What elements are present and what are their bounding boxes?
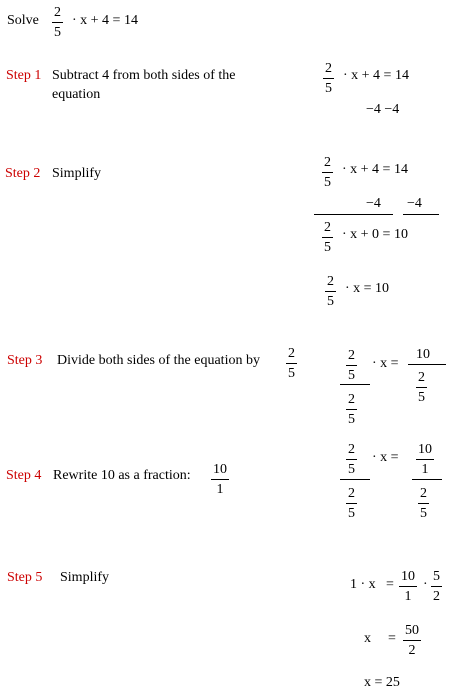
step1-label: Step 1 bbox=[6, 68, 42, 83]
step2-subtract-right: −4 bbox=[407, 196, 422, 211]
step4-left-bottom-fraction: 2 5 bbox=[348, 486, 355, 521]
step2-fraction-row1: 2 5 bbox=[324, 155, 331, 190]
step2-equation-row4: · x = 10 bbox=[345, 281, 390, 296]
step2-fraction-row4: 2 5 bbox=[327, 274, 334, 309]
step3-left-top-fraction: 2 5 bbox=[348, 348, 355, 383]
step1-text-line1: Subtract 4 from both sides of the bbox=[52, 68, 236, 83]
step2-fraction-row3: 2 5 bbox=[324, 220, 331, 255]
step1-text-line2: equation bbox=[52, 87, 101, 102]
step4-left-top-fraction: 2 5 bbox=[348, 442, 355, 477]
step4-rewrite-fraction: 10 1 bbox=[213, 462, 227, 497]
step4-left-main-bar bbox=[340, 479, 370, 480]
step2-sum-line-right bbox=[403, 214, 439, 215]
problem-expression: · x + 4 = 14 bbox=[72, 13, 138, 28]
step2-sum-line-left bbox=[314, 214, 393, 215]
step3-text: Divide both sides of the equation by bbox=[57, 353, 260, 368]
step5-text: Simplify bbox=[60, 570, 110, 585]
step5-row1-fraction1: 10 1 bbox=[401, 569, 415, 604]
step3-left-main-bar bbox=[340, 384, 370, 385]
step5-row2-fraction: 50 2 bbox=[405, 623, 419, 658]
step4-middle: · x = bbox=[372, 450, 399, 465]
problem-label: Solve bbox=[7, 13, 39, 28]
step4-right-top-fraction: 10 1 bbox=[418, 442, 432, 477]
step1-equation: · x + 4 = 14 bbox=[343, 68, 409, 83]
step1-subtract-row: −4 −4 bbox=[366, 102, 400, 117]
problem-fraction: 2 5 bbox=[54, 5, 61, 40]
step3-middle: · x = bbox=[372, 356, 399, 371]
step4-right-bottom-fraction: 2 5 bbox=[420, 486, 427, 521]
step5-row1-equals: = bbox=[386, 577, 394, 592]
step3-right-top: 10 bbox=[416, 347, 430, 362]
step2-text: Simplify bbox=[52, 166, 102, 181]
step5-label: Step 5 bbox=[7, 570, 43, 585]
step5-row1-dot: · bbox=[423, 577, 428, 592]
step5-row1-left: 1 · x bbox=[350, 577, 376, 592]
step4-text: Rewrite 10 as a fraction: bbox=[53, 468, 191, 483]
step2-subtract-left: −4 bbox=[366, 196, 381, 211]
step4-label: Step 4 bbox=[6, 468, 42, 483]
step2-equation-row1: · x + 4 = 14 bbox=[342, 162, 408, 177]
step3-divisor-fraction: 2 5 bbox=[288, 346, 295, 381]
step5-result: x = 25 bbox=[364, 675, 400, 690]
step1-fraction: 2 5 bbox=[325, 61, 332, 96]
step4-right-main-bar bbox=[412, 479, 442, 480]
step2-equation-row3: · x + 0 = 10 bbox=[342, 227, 408, 242]
step3-right-main-bar bbox=[408, 364, 446, 365]
step5-row2-left: x bbox=[364, 631, 371, 646]
step3-left-bottom-fraction: 2 5 bbox=[348, 392, 355, 427]
step3-right-bottom-fraction: 2 5 bbox=[418, 370, 425, 405]
step5-row1-fraction2: 5 2 bbox=[433, 569, 440, 604]
step3-label: Step 3 bbox=[7, 353, 43, 368]
step5-row2-equals: = bbox=[388, 631, 396, 646]
step2-label: Step 2 bbox=[5, 166, 41, 181]
